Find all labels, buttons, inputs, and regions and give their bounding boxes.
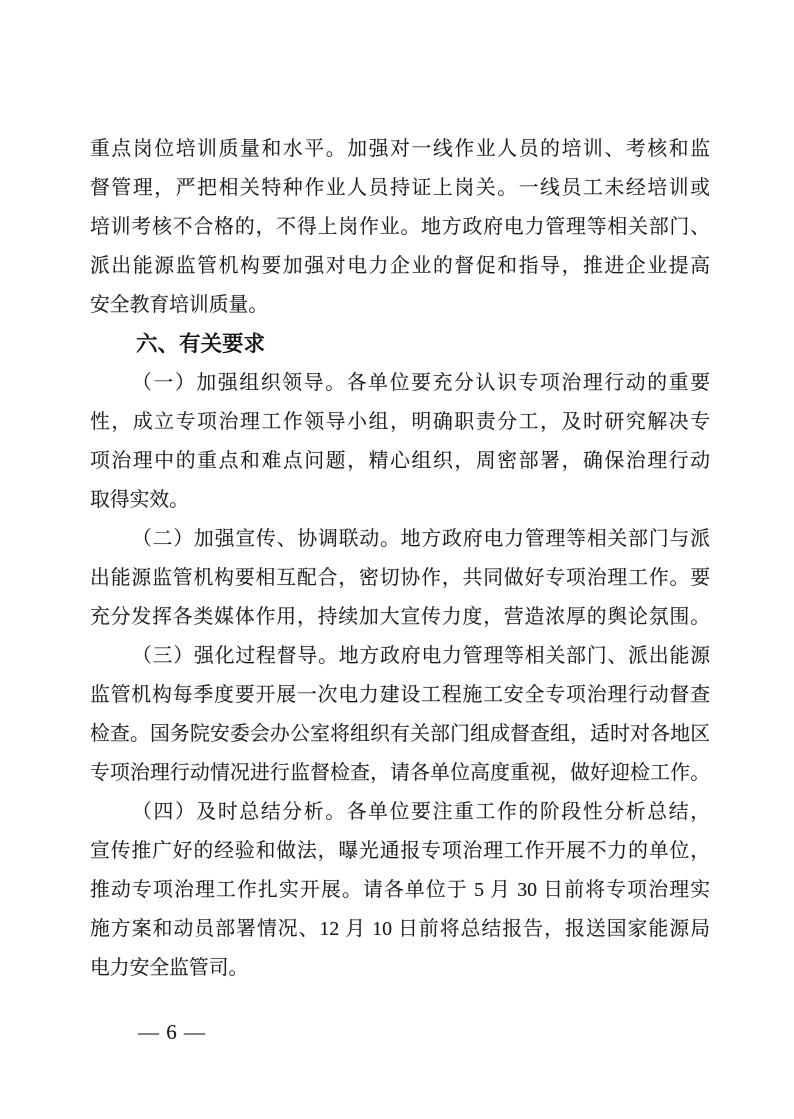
text-line: 督管理，严把相关特种作业人员持证上岗关。一线员工未经培训或 xyxy=(90,177,710,199)
text-line: 培训考核不合格的，不得上岗作业。地方政府电力管理等相关部门、 xyxy=(90,216,710,238)
text-line: 施方案和动员部署情况、12 月 10 日前将总结报告，报送国家能源局 xyxy=(90,918,710,940)
text-line: 重点岗位培训质量和水平。加强对一线作业人员的培训、考核和监 xyxy=(90,138,710,160)
text-line: 专项治理行动情况进行监督检查，请各单位高度重视，做好迎检工作。 xyxy=(90,762,710,784)
text-line: 宣传推广好的经验和做法，曝光通报专项治理工作开展不力的单位， xyxy=(90,840,710,862)
page-number: — 6 — xyxy=(138,1020,206,1044)
text-line: 监管机构每季度要开展一次电力建设工程施工安全专项治理行动督查 xyxy=(90,684,710,706)
text-line: 推动专项治理工作扎实开展。请各单位于 5 月 30 日前将专项治理实 xyxy=(90,879,710,901)
text-line: 充分发挥各类媒体作用，持续加大宣传力度，营造浓厚的舆论氛围。 xyxy=(90,606,710,628)
text-line: 检查。国务院安委会办公室将组织有关部门组成督查组，适时对各地区 xyxy=(90,723,710,745)
text-line: 安全教育培训质量。 xyxy=(90,294,269,316)
text-line: 出能源监管机构要相互配合，密切协作，共同做好专项治理工作。要 xyxy=(90,567,710,589)
text-line: 项治理中的重点和难点问题，精心组织，周密部署，确保治理行动 xyxy=(90,450,710,472)
document-body xyxy=(90,130,710,988)
section-heading: 六、有关要求 xyxy=(136,332,266,356)
text-line: （四）及时总结分析。各单位要注重工作的阶段性分析总结， xyxy=(132,801,710,823)
text-line: （二）加强宣传、协调联动。地方政府电力管理等相关部门与派 xyxy=(132,528,710,550)
text-line: 性，成立专项治理工作领导小组，明确职责分工，及时研究解决专 xyxy=(90,411,710,433)
text-line: （三）强化过程督导。地方政府电力管理等相关部门、派出能源 xyxy=(132,645,710,667)
text-line: 电力安全监管司。 xyxy=(90,957,249,979)
text-line: 取得实效。 xyxy=(90,489,189,511)
text-line: 派出能源监管机构要加强对电力企业的督促和指导，推进企业提高 xyxy=(90,255,710,277)
text-line: （一）加强组织领导。各单位要充分认识专项治理行动的重要 xyxy=(132,372,710,394)
